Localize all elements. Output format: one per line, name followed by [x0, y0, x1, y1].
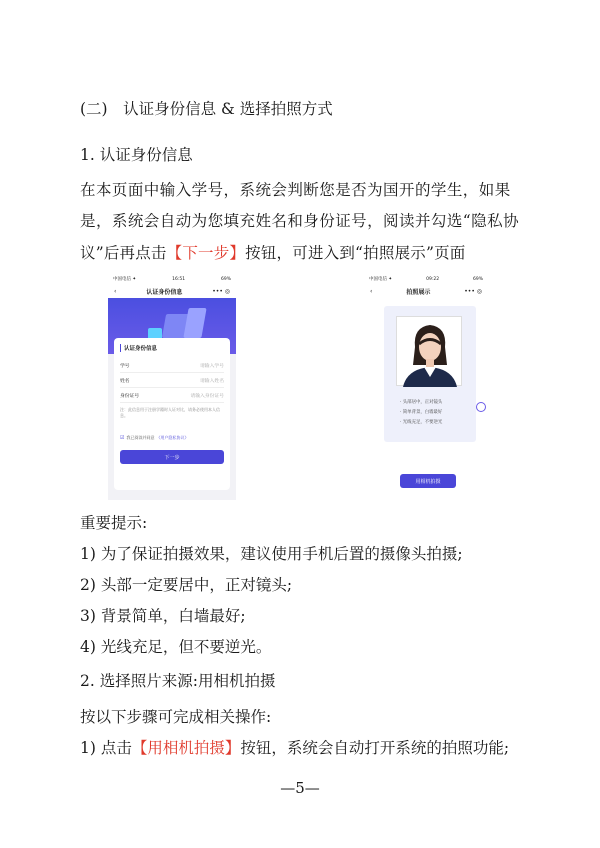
paragraph-text: 按钮，可进入到“拍照展示”页面: [245, 244, 466, 262]
status-bar: [364, 274, 488, 284]
camera-button-highlight: 【用相机拍摄】: [131, 739, 241, 757]
field-label: 身份证号: [120, 393, 140, 399]
nav-title: 认证身份信息: [146, 288, 183, 296]
capsule-menu-icon[interactable]: ••• ◎: [212, 287, 230, 295]
carrier-label: 中国电信 ✦: [369, 277, 393, 282]
student-id-field[interactable]: [120, 358, 224, 373]
step-text: 1) 点击: [80, 739, 132, 757]
step-line: [80, 737, 509, 759]
field-placeholder: 请输入身份证号: [190, 393, 224, 399]
field-placeholder: 请输入姓名: [200, 378, 224, 384]
privacy-link[interactable]: 《用户隐私协议》: [156, 435, 189, 440]
subsection-heading-2: 2. 选择照片来源:用相机拍摄: [80, 672, 276, 690]
checkbox-icon[interactable]: ☑: [120, 435, 125, 441]
back-icon[interactable]: ‹: [370, 287, 373, 295]
tip-item: · 简单背景，白墙最好: [400, 410, 443, 415]
step-text: 按钮，系统会自动打开系统的拍照功能;: [240, 739, 510, 757]
paragraph-text: 议”后再点击: [80, 244, 167, 262]
photo-display-screenshot: [364, 274, 488, 500]
tip-line: 1) 为了保证拍摄效果，建议使用手机后置的摄像头拍摄;: [80, 545, 463, 563]
field-placeholder: 请输入学号: [200, 363, 224, 369]
status-time: 09:22: [426, 276, 440, 282]
field-label: 学号: [120, 363, 130, 369]
status-bar: [108, 274, 236, 284]
camera-button[interactable]: 用相机拍摄: [400, 474, 456, 488]
card-title: 认证身份信息: [120, 344, 224, 352]
nav-bar: [364, 284, 488, 298]
tip-line: 4) 光线充足，但不要逆光。: [80, 638, 272, 656]
nav-title: 拍照展示: [406, 288, 431, 296]
page-number: —5—: [280, 779, 320, 797]
section-heading: (二) 认证身份信息 & 选择拍照方式: [80, 100, 333, 118]
carrier-label: 中国电信 ✦: [113, 277, 137, 282]
tip-line: 3) 背景简单，白墙最好;: [80, 607, 246, 625]
nav-bar: [108, 284, 236, 298]
steps-intro: 按以下步骤可完成相关操作:: [80, 708, 272, 726]
identity-form-screenshot: [108, 274, 236, 500]
next-step-highlight: 【下一步】: [166, 244, 246, 262]
photo-tips: [400, 398, 442, 428]
battery-level: 69%: [220, 276, 231, 282]
sample-portrait: [396, 316, 462, 386]
id-number-field[interactable]: [120, 388, 224, 403]
paragraph-line: [80, 242, 466, 264]
back-icon[interactable]: ‹: [114, 287, 117, 295]
paragraph-line: 是，系统会自动为您填充姓名和身份证号，阅读并勾选“隐私协: [80, 212, 520, 230]
status-time: 16:51: [172, 276, 186, 282]
next-button[interactable]: 下一步: [120, 450, 224, 464]
tips-heading: 重要提示:: [80, 514, 148, 532]
agree-text: 我已阅读并同意: [126, 435, 155, 440]
tip-line: 2) 头部一定要居中，正对镜头;: [80, 576, 293, 594]
assistant-icon[interactable]: [476, 402, 486, 412]
field-label: 姓名: [120, 378, 130, 384]
name-field[interactable]: [120, 373, 224, 388]
capsule-menu-icon[interactable]: ••• ◎: [464, 287, 482, 295]
paragraph-line: 在本页面中输入学号，系统会判断您是否为国开的学生，如果: [80, 181, 511, 199]
photo-sample-panel: [384, 306, 476, 442]
privacy-agreement[interactable]: [120, 435, 224, 441]
battery-level: 69%: [472, 276, 483, 282]
form-note: 注：此信息用于注册学籍时人证对比，请务必使用本人信息。: [120, 407, 220, 418]
form-card: [114, 338, 230, 490]
decor-shape: [183, 308, 206, 338]
tip-item: · 头部居中，正对镜头: [400, 400, 443, 405]
tip-item: · 光线充足，不要逆光: [400, 420, 443, 425]
subsection-heading-1: 1. 认证身份信息: [80, 146, 193, 164]
